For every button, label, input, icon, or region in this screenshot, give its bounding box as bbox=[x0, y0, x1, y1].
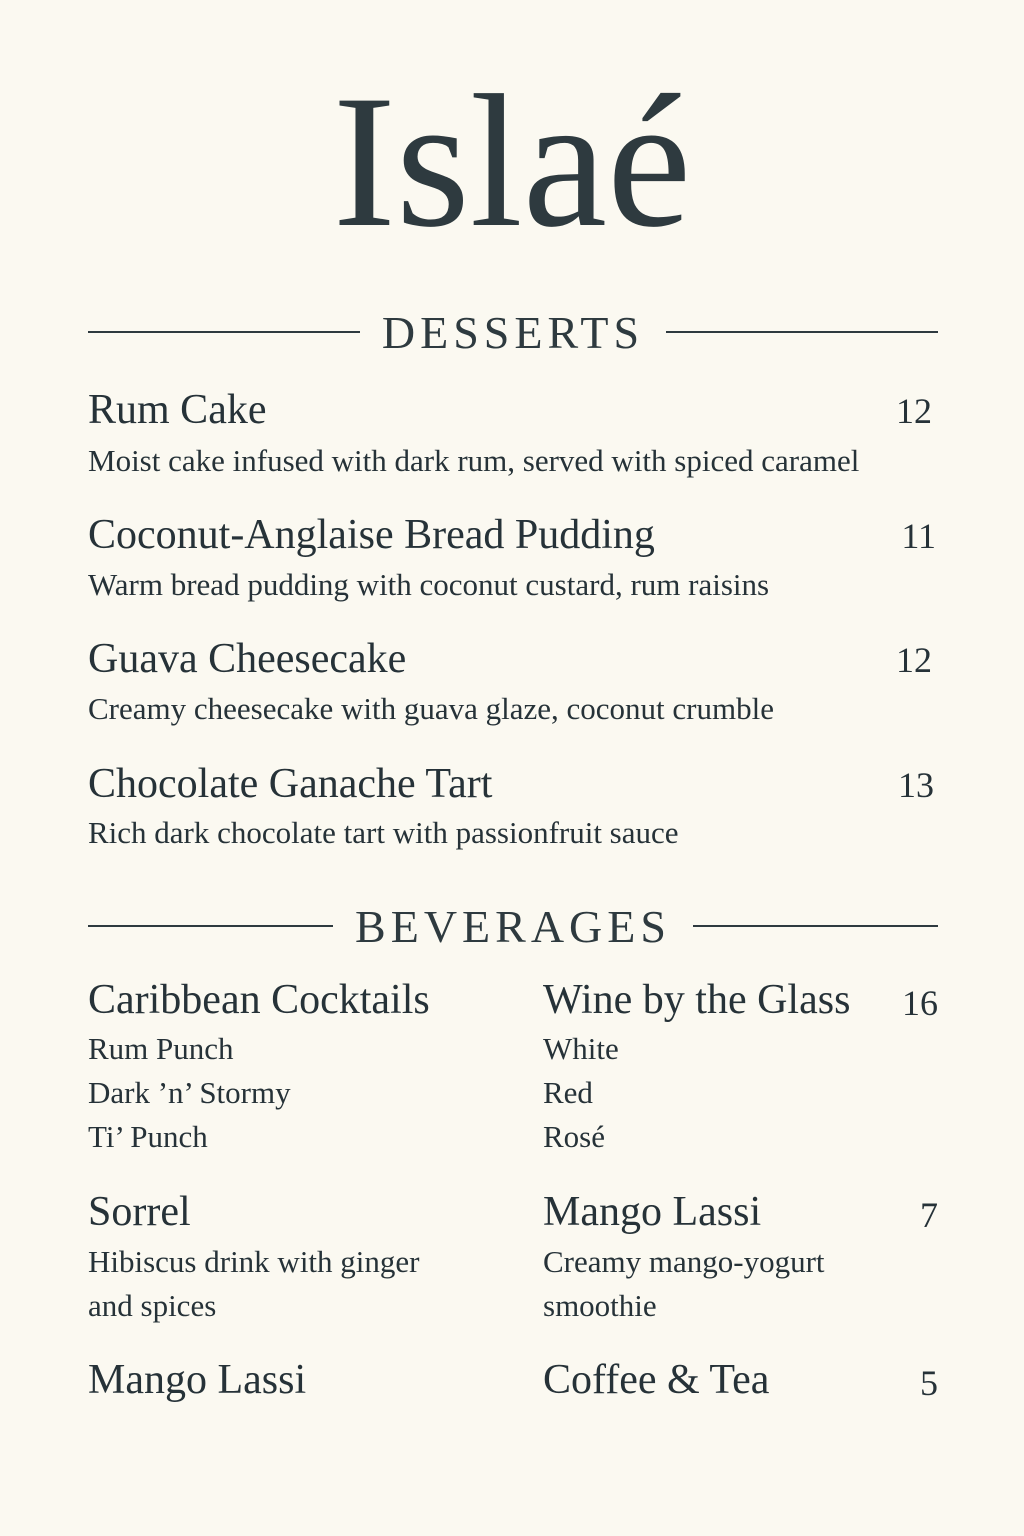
dessert-item-name: Guava Cheesecake bbox=[88, 636, 407, 682]
beverage-item-name: Mango Lassi bbox=[88, 1357, 307, 1403]
beverage-item-name: Mango Lassi bbox=[543, 1189, 762, 1235]
beverage-item-name: Sorrel bbox=[88, 1189, 191, 1235]
dessert-item-description: Moist cake infused with dark rum, served with spiced caramel bbox=[88, 443, 860, 478]
beverage-item-description: Creamy mango-yogurt bbox=[543, 1244, 825, 1279]
dessert-item-price: 12 bbox=[896, 391, 932, 431]
dessert-item-price: 13 bbox=[898, 765, 934, 805]
beverage-item-description: smoothie bbox=[543, 1288, 657, 1323]
divider-line-left bbox=[88, 331, 360, 333]
divider-line-right bbox=[693, 925, 938, 927]
beverage-item-description: Hibiscus drink with ginger bbox=[88, 1244, 420, 1279]
restaurant-name: Islaé bbox=[332, 57, 692, 267]
beverage-option: Red bbox=[543, 1075, 593, 1110]
dessert-item-price: 11 bbox=[901, 516, 936, 556]
desserts-heading-label: DESSERTS bbox=[381, 306, 645, 358]
divider-line-right bbox=[666, 331, 938, 333]
dessert-item-name: Coconut-Anglaise Bread Pudding bbox=[88, 512, 655, 558]
dessert-item-description: Warm bread pudding with coconut custard, rum raisins bbox=[88, 567, 770, 602]
beverage-option: Rosé bbox=[543, 1119, 605, 1154]
beverage-item-name: Caribbean Cocktails bbox=[88, 977, 430, 1023]
dessert-item-price: 12 bbox=[896, 640, 932, 680]
beverage-item-name: Coffee & Tea bbox=[543, 1357, 770, 1403]
dessert-item-description: Rich dark chocolate tart with passionfruit sauce bbox=[88, 815, 679, 850]
beverages-heading-label: BEVERAGES bbox=[355, 900, 671, 952]
beverage-option: Rum Punch bbox=[88, 1031, 234, 1066]
beverages-section-heading bbox=[88, 896, 938, 956]
beverage-item-price: 7 bbox=[920, 1195, 938, 1235]
beverage-item-price: 16 bbox=[902, 983, 938, 1023]
beverage-item-name: Wine by the Glass bbox=[543, 977, 851, 1023]
beverage-item-description: and spices bbox=[88, 1288, 217, 1323]
dessert-item-name: Rum Cake bbox=[88, 387, 267, 433]
desserts-section-heading bbox=[88, 302, 938, 362]
dessert-item-name: Chocolate Ganache Tart bbox=[88, 761, 493, 807]
beverage-item-price: 5 bbox=[920, 1363, 938, 1403]
divider-line-left bbox=[88, 925, 333, 927]
dessert-item-description: Creamy cheesecake with guava glaze, coconut crumble bbox=[88, 691, 774, 726]
beverage-option: White bbox=[543, 1031, 619, 1066]
beverage-option: Ti’ Punch bbox=[88, 1119, 208, 1154]
beverage-option: Dark ’n’ Stormy bbox=[88, 1075, 291, 1110]
